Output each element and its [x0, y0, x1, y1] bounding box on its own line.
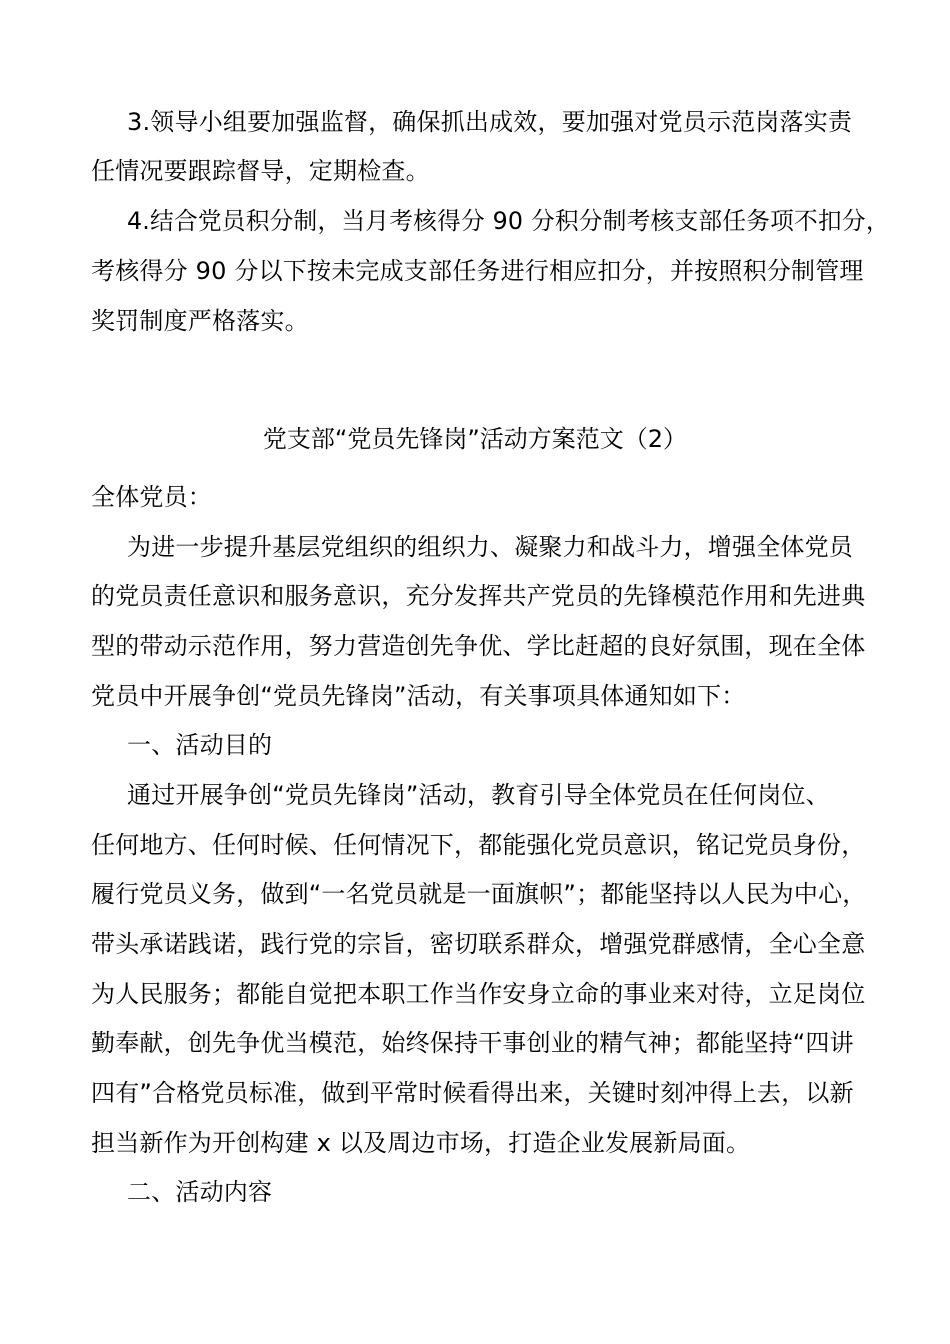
intro-line-4: 党员中开展争创“党员先锋岗”活动，有关事项具体通知如下：	[91, 682, 746, 710]
purpose-line-1: 通过开展争创“党员先锋岗”活动，教育引导全体党员在任何岗位、	[127, 781, 830, 809]
purpose-line-4: 带头承诺践诺，践行党的宗旨，密切联系群众，增强党群感情，全心全意	[91, 930, 866, 958]
purpose-line-8: 担当新作为开创构建 x 以及周边市场，打造企业发展新局面。	[91, 1129, 751, 1157]
heading-content: 二、活动内容	[127, 1178, 273, 1206]
purpose-line-5: 为人民服务；都能自觉把本职工作当作安身立命的事业来对待，立足岗位	[91, 980, 866, 1008]
intro-line-3: 型的带动示范作用，努力营造创先争优、学比赶超的良好氛围，现在全体	[91, 632, 866, 660]
item-4-line-2: 考核得分 90 分以下按未完成支部任务进行相应扣分，并按照积分制管理	[91, 257, 864, 285]
salutation: 全体党员：	[91, 483, 212, 511]
item-4-line-1: 4.结合党员积分制，当月考核得分 90 分积分制考核支部任务项不扣分，	[127, 207, 890, 235]
intro-line-2: 的党员责任意识和服务意识，充分发挥共产党员的先锋模范作用和先进典	[91, 582, 866, 610]
heading-purpose: 一、活动目的	[127, 731, 273, 759]
purpose-line-7: 四有”合格党员标准，做到平常时候看得出来，关键时刻冲得上去，以新	[91, 1079, 854, 1107]
purpose-line-3: 履行党员义务，做到“一名党员就是一面旗帜”；都能坚持以人民为中心，	[91, 880, 867, 908]
intro-line-1: 为进一步提升基层党组织的组织力、凝聚力和战斗力，增强全体党员	[127, 533, 853, 561]
document-title: 党支部“党员先锋岗”活动方案范文（2）	[262, 425, 688, 453]
item-3-line-2: 任情况要跟踪督导，定期检查。	[91, 157, 430, 185]
item-3-line-1: 3.领导小组要加强监督，确保抓出成效，要加强对党员示范岗落实责	[127, 108, 853, 136]
purpose-line-6: 勤奉献，创先争优当模范，始终保持干事创业的精气神；都能坚持“四讲	[91, 1029, 854, 1057]
item-4-line-3: 奖罚制度严格落实。	[91, 307, 309, 335]
purpose-line-2: 任何地方、任何时候、任何情况下，都能强化党员意识，铭记党员身份，	[91, 831, 866, 859]
